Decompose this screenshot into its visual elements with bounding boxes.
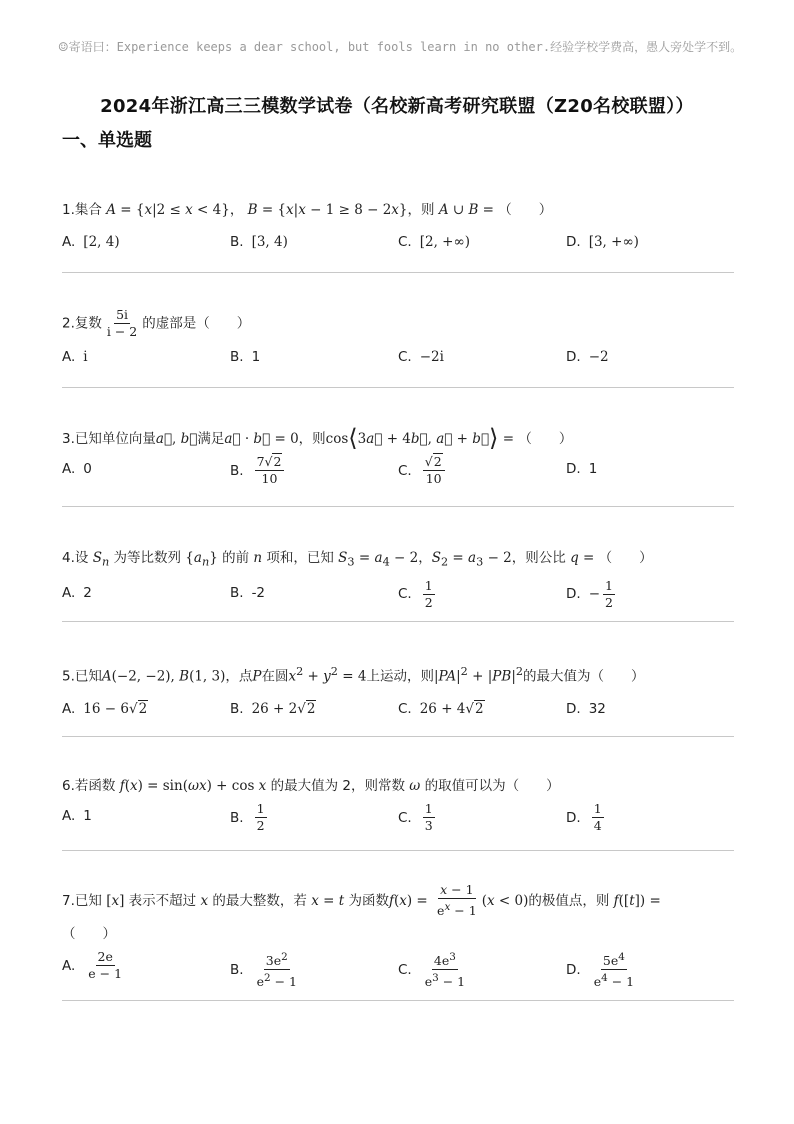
options <box>62 232 734 264</box>
option-d[interactable]: D. $\frac{1}{4}$ <box>566 801 602 833</box>
option-c[interactable]: C. $\frac{1}{2}$ <box>398 577 433 610</box>
option-c[interactable]: C. $\frac{4e^3}{e^3 - 1}$ <box>398 951 466 990</box>
option-d[interactable]: D. $\frac{5e^4}{e^4 - 1}$ <box>566 951 635 990</box>
options <box>62 949 734 990</box>
motto-chinese: 经验学校学费高，愚人旁处学不到。 <box>550 40 743 54</box>
options <box>62 802 734 834</box>
question-stem: 4.设 $S_n$ 为等比数列 $\{a_n\}$ 的前 n 项和，已知 $S_3 = a_4 - 2$，$S_2 = a_3 - 2$，则公比 q = （ ） <box>62 550 653 569</box>
option-b[interactable]: B. $\frac{3e^2}{e^2 - 1}$ <box>230 951 297 990</box>
option-d[interactable]: D. 32 <box>566 700 606 717</box>
question-3 <box>62 424 734 487</box>
option-b[interactable]: B. $\frac{1}{2}$ <box>230 801 265 833</box>
divider <box>62 736 734 737</box>
option-a[interactable]: A. $\frac{2e}{e - 1}$ <box>62 949 123 981</box>
options <box>62 455 734 487</box>
motto <box>40 38 760 56</box>
option-b[interactable]: B. 1 <box>230 349 261 365</box>
question-7 <box>62 882 734 990</box>
question-2 <box>62 308 734 379</box>
divider <box>62 1000 734 1001</box>
option-a[interactable]: A. 0 <box>62 461 92 477</box>
option-a[interactable]: A. 1 <box>62 808 92 824</box>
option-b[interactable]: B. [3, 4) <box>230 234 288 250</box>
options <box>62 347 734 379</box>
options <box>62 699 734 731</box>
exam-title: 2024年浙江高三三模数学试卷（名校新高考研究联盟（Z20名校联盟）） <box>100 96 694 117</box>
option-d[interactable]: D. − $\frac{1}{2}$ <box>566 577 613 610</box>
question-stem-continued: （ ） <box>62 926 116 942</box>
question-4 <box>62 548 734 611</box>
divider <box>62 387 734 388</box>
option-b[interactable]: B. -2 <box>230 584 266 601</box>
question-stem: 5.已知A(−2, −2), B(1, 3)，点P在圆$x^2 + y^2 = 4$上运动，则$|PA|^2 + |PB|^2$的最大值为（ ） <box>62 665 645 685</box>
option-b[interactable]: B. $\frac{7√2}{10}$ <box>230 455 287 486</box>
motto-english: Experience keeps a dear school, but fools learn in no other. <box>116 40 551 54</box>
divider <box>62 506 734 507</box>
question-stem: 2.复数 $\frac{5i}{i - 2}$ 的虚部是（ ） <box>62 307 251 339</box>
option-a[interactable]: A. 16 − 6√2 <box>62 700 148 717</box>
question-stem: 1.集合 A = {x|2 ≤ x < 4}， B = {x|x − 1 ≥ 8 − 2x}，则 A ∪ B = （ ） <box>62 202 553 218</box>
option-a[interactable]: A. [2, 4) <box>62 234 120 250</box>
divider <box>62 621 734 622</box>
options <box>62 579 734 611</box>
option-c[interactable]: C. [2, +∞) <box>398 234 470 250</box>
option-c[interactable]: C. 26 + 4√2 <box>398 700 484 717</box>
option-d[interactable]: D. 1 <box>566 461 598 477</box>
option-c[interactable]: C. $\frac{√2}{10}$ <box>398 455 448 486</box>
option-a[interactable]: A. i <box>62 349 88 365</box>
option-c[interactable]: C. $\frac{1}{3}$ <box>398 801 433 833</box>
option-d[interactable]: D. −2 <box>566 349 609 365</box>
question-5 <box>62 662 734 731</box>
option-d[interactable]: D. [3, +∞) <box>566 234 639 250</box>
divider <box>62 272 734 273</box>
option-a[interactable]: A. 2 <box>62 584 92 601</box>
option-c[interactable]: C. −2i <box>398 349 444 365</box>
divider <box>62 850 734 851</box>
option-b[interactable]: B. 26 + 2√2 <box>230 700 316 717</box>
section-heading: 一、单选题 <box>62 130 152 151</box>
motto-prefix: ☺寄语曰： <box>57 40 117 54</box>
question-stem: 7.已知 [x] 表示不超过 x 的最大整数，若 x = t 为函数f(x) = $\frac{x - 1}{e^x - 1}$ (x < 0)的极值点，则 f([t]) = <box>62 882 661 919</box>
question-stem: 6.若函数 f(x) = sin(ωx) + cos x 的最大值为 2，则常数 ω 的取值可以为（ ） <box>62 778 560 794</box>
question-stem: 3.已知单位向量a⃗, b⃗满足a⃗ · b⃗ = 0，则cos⟨3a⃗ + 4b⃗, a⃗ + b⃗⟩ = （ ） <box>62 424 573 452</box>
question-6 <box>62 776 734 834</box>
question-1 <box>62 200 734 264</box>
